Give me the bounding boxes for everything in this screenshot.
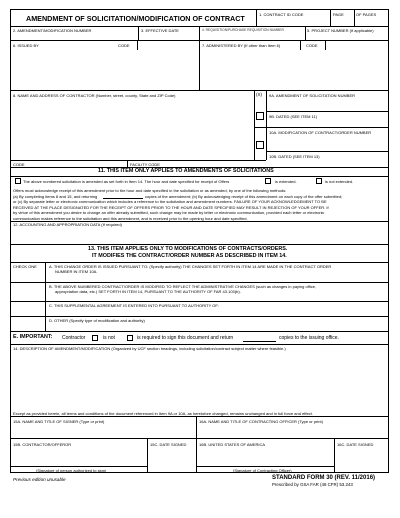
section-13-a-line-1: A. THIS CHANGE ORDER IS ISSUED PURSUANT TO: (Specify authority) THE CHANGES SET FORTH IN ITEM 14 ARE MADE IN THE CONTRACT ORDER (49, 264, 332, 269)
section-11-line-6: by virtue of this amendment you desire to change an offer already submitted, such change may be made by letter or electronic communication, provided each letter or electronic (13, 210, 325, 215)
contractor-is-required-checkbox[interactable] (127, 335, 133, 341)
is-not-label: is not (103, 335, 115, 341)
section-11-line-1: The above numbered solicitation is amended as set forth in Item 14. The hour and date specified for receipt of Offers (23, 179, 230, 184)
section-11-line-2: Offers must acknowledge receipt of this amendment prior to the hour and date specified in the solicitation or as amended, by one of the following methods: (13, 188, 287, 193)
check-one-label: CHECK ONE (13, 264, 37, 269)
is-not-extended-label: is not extended. (325, 179, 354, 184)
requisition-number-label: 4. REQUISITION/PURCHASE REQUISITION NUMBER (202, 28, 284, 32)
item-10a-label: 10A. MODIFICATION OF CONTRACT/ORDER NUMBER (269, 130, 372, 135)
previous-edition-note: Previous edition unusable (13, 477, 66, 482)
contract-id-code-label: 1. CONTRACT ID CODE (259, 12, 304, 17)
item-9-checkbox[interactable] (256, 112, 264, 120)
item-16c-label: 16C. DATE SIGNED (337, 442, 374, 447)
item-15c-label: 15C. DATE SIGNED (150, 442, 187, 447)
item-10-checkbox[interactable] (256, 141, 264, 149)
item-16a-label: 16A. NAME AND TITLE OF CONTRACTING OFFICER (Type or print) (199, 419, 323, 424)
important-label: E. IMPORTANT: (13, 334, 53, 340)
prescribed-by: Prescribed by GSA FAR (48 CFR) 53.243 (272, 482, 353, 487)
item-10b-label: 10B. DATED (SEE ITEM 13) (269, 154, 320, 159)
page-label: PAGE (333, 12, 344, 17)
contractor-name-address-label: 8. NAME AND ADDRESS OF CONTRACTOR (Number, street, county, State and ZIP Code) (13, 93, 176, 98)
section-13-a-line-2: NUMBER IN ITEM 10A. (55, 269, 98, 274)
copies-label: copies to the issuing office. (279, 335, 339, 341)
solicitation-amended-checkbox[interactable] (15, 178, 21, 184)
section-11-line-3b: copies of the amendment; (b) By acknowledging receipt of this amendment on each copy of the offer submitted; (145, 193, 343, 199)
effective-date-label: 3. EFFECTIVE DATE (141, 28, 179, 33)
section-13-title-2: IT MODIFIES THE CONTRACT/ORDER NUMBER AS DESCRIBED IN ITEM 14. (92, 253, 287, 259)
important-contractor-label: Contractor (62, 335, 86, 341)
issued-by-label: 6. ISSUED BY (13, 43, 39, 48)
form-number: STANDARD FORM 30 (REV. 11/2016) (272, 475, 376, 481)
item-9b-label: 9B. DATED (SEE ITEM 11) (269, 114, 318, 119)
except-line: Except as provided herein, all terms and conditions of the document referenced in Item 9A or 10A, as heretofore changed, remains unchanged and in full force and effect. (13, 411, 313, 416)
item-16b-label: 16B. UNITED STATES OF AMERICA (199, 442, 266, 447)
section-11-title: 11. THIS ITEM ONLY APPLIES TO AMENDMENTS OF SOLICITATIONS (98, 168, 274, 174)
contractor-code-label: CODE (13, 162, 25, 167)
is-not-extended-checkbox[interactable] (316, 178, 322, 184)
signature-officer-caption: (Signature of Contracting Officer) (233, 468, 292, 473)
section-13-b-line-1: B. THE ABOVE NUMBERED CONTRACT/ORDER IS MODIFIED TO REFLECT THE ADMINISTRATIVE CHANGES (such as changes in paying office, (49, 284, 317, 289)
is-extended-checkbox[interactable] (265, 178, 271, 184)
x-column-label: (X) (256, 92, 262, 97)
item-15a-label: 15A. NAME AND TITLE OF SIGNER (Type or print) (13, 419, 105, 424)
project-number-label: 5. PROJECT NUMBER (If applicable) (307, 28, 374, 33)
signature-contractor-caption: (Signature of person authorized to sign) (36, 468, 107, 473)
section-11-line-7: communication makes reference to the solicitation and this amendment, and is received prior to the opening hour and date specified. (13, 215, 248, 221)
contractor-is-not-checkbox[interactable] (92, 335, 98, 341)
item-9a-label: 9A. AMENDMENT OF SOLICITATION NUMBER (269, 93, 356, 98)
amendment-number-label: 2. AMENDMENT/MODIFICATION NUMBER (13, 28, 92, 33)
section-13-title-1: 13. THIS ITEM APPLIES ONLY TO MODIFICATIONS OF CONTRACTS/ORDERS. (88, 246, 288, 252)
item-14-label: 14. DESCRIPTION OF AMENDMENT/MODIFICATION (Organized by UCF section headings, including solicitation/contract subject matter where feasible.) (13, 346, 286, 351)
facility-code-label: FACILITY CODE (130, 162, 160, 167)
section-13-d-line: D. OTHER (Specify type of modification and authority) (49, 318, 145, 323)
section-11-line-3a: (a) By completing items 8 and 15, and returning (13, 193, 98, 199)
section-11-line-5: RECEIVED AT THE PLACE DESIGNATED FOR THE RECEIPT OF OFFERS PRIOR TO THE HOUR AND DATE SPECIFIED MAY RESULT IN REJECTION OF YOUR OFFER. If (13, 204, 329, 210)
section-13-b-line-2: appropriation data, etc.) SET FORTH IN ITEM 14, PURSUANT TO THE AUTHORITY OF FAR 43.103(b). (55, 289, 241, 294)
of-pages-label: OF PAGES (356, 12, 377, 17)
issued-by-code-label: CODE (118, 43, 130, 48)
administered-by-label: 7. ADMINISTERED BY (If other than Item 6) (202, 43, 281, 48)
administered-by-code-label: CODE (306, 43, 318, 48)
section-13-c-line: C. THIS SUPPLEMENTAL AGREEMENT IS ENTERED INTO PURSUANT TO AUTHORITY OF: (49, 303, 219, 308)
item-15b-label: 15B. CONTRACTOR/OFFEROR (13, 442, 72, 447)
section-11-line-4: or (c) By separate letter or electronic communication which includes a reference to the solicitation and amendment numbers. FAILURE OF YOUR ACKNOWLEDGEMENT TO BE (13, 199, 327, 204)
is-required-label: is required to sign this document and return (137, 335, 234, 341)
form-title: AMENDMENT OF SOLICITATION/MODIFICATION OF CONTRACT (26, 14, 245, 23)
is-extended-label: is extended. (275, 179, 297, 184)
item-12-label: 12. ACCOUNTING AND APPROPRIATION DATA (If required) (13, 222, 122, 227)
